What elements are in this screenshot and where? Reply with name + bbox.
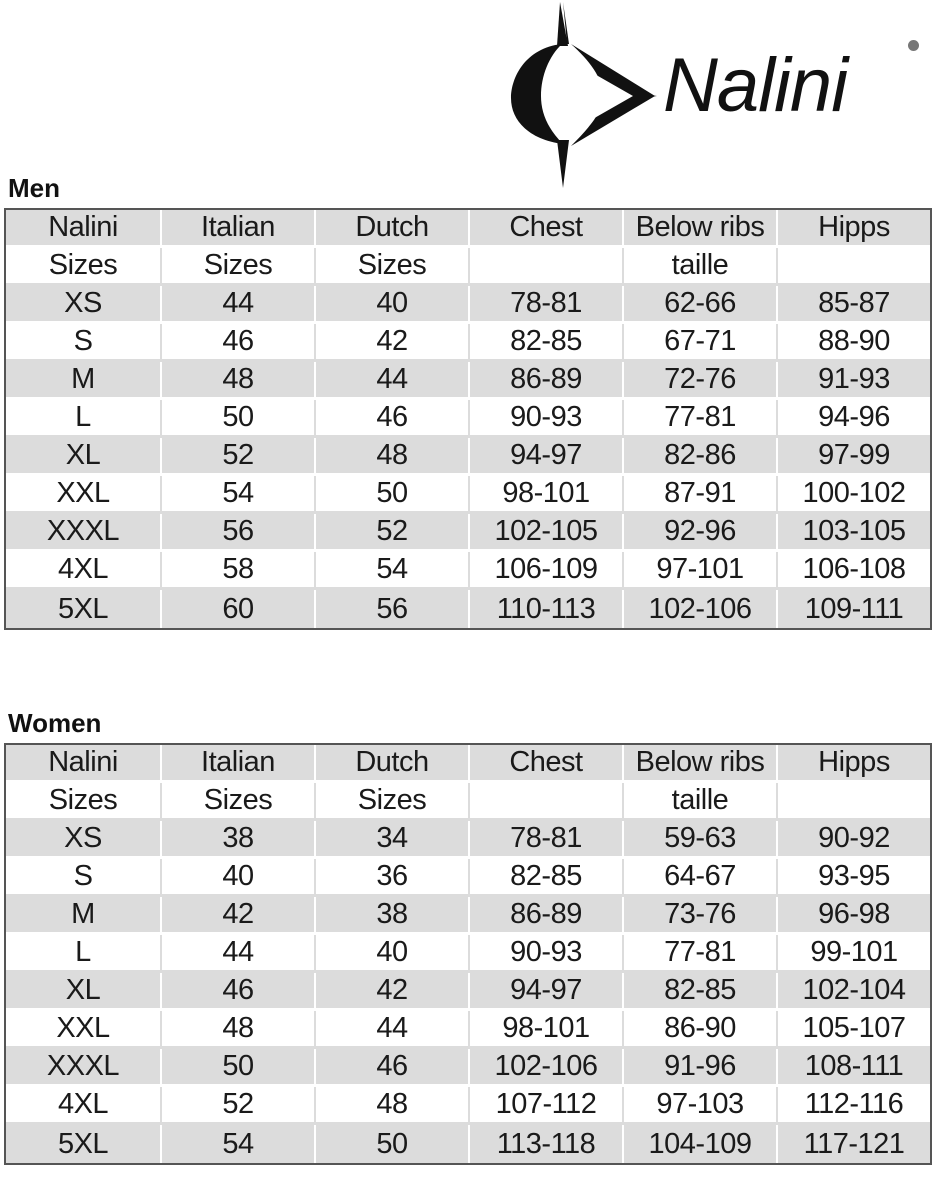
men-size-table [4, 208, 932, 630]
table-cell: XXXL [6, 514, 162, 552]
table-cell: 40 [316, 935, 470, 973]
header-row [6, 210, 930, 248]
table-cell: taille [624, 248, 778, 286]
table-cell: 97-101 [624, 552, 778, 590]
table-cell: 78-81 [470, 821, 624, 859]
table-cell: 77-81 [624, 935, 778, 973]
table-cell: 52 [316, 514, 470, 552]
table-row [6, 552, 930, 590]
table-cell: 86-89 [470, 897, 624, 935]
table-cell: S [6, 859, 162, 897]
table-row [6, 1087, 930, 1125]
table-cell: 34 [316, 821, 470, 859]
table-cell: 50 [316, 1125, 470, 1163]
table-row [6, 514, 930, 552]
table-cell: 102-105 [470, 514, 624, 552]
table-cell: 48 [162, 362, 316, 400]
table-cell: 40 [162, 859, 316, 897]
table-cell: 46 [316, 400, 470, 438]
table-cell: XXL [6, 1011, 162, 1049]
table-cell: 5XL [6, 1125, 162, 1163]
table-cell [778, 248, 930, 286]
table-cell: 110-113 [470, 590, 624, 628]
table-cell: L [6, 935, 162, 973]
table-cell: Dutch [316, 210, 470, 248]
table-cell [470, 248, 624, 286]
table-cell: 50 [162, 400, 316, 438]
table-cell: 117-121 [778, 1125, 930, 1163]
table-cell: Sizes [6, 248, 162, 286]
table-cell: 98-101 [470, 476, 624, 514]
table-cell: 103-105 [778, 514, 930, 552]
table-cell: 44 [316, 1011, 470, 1049]
table-cell: Italian [162, 745, 316, 783]
table-cell: 106-109 [470, 552, 624, 590]
table-cell: 90-93 [470, 935, 624, 973]
table-cell: 113-118 [470, 1125, 624, 1163]
table-cell: Sizes [6, 783, 162, 821]
table-cell: Hipps [778, 745, 930, 783]
table-cell: Chest [470, 210, 624, 248]
table-cell: 73-76 [624, 897, 778, 935]
table-cell: XXL [6, 476, 162, 514]
table-cell: 50 [316, 476, 470, 514]
table-cell: 88-90 [778, 324, 930, 362]
table-row [6, 1049, 930, 1087]
table-cell: Hipps [778, 210, 930, 248]
table-cell: 109-111 [778, 590, 930, 628]
table-cell: 82-86 [624, 438, 778, 476]
table-cell: 77-81 [624, 400, 778, 438]
table-cell: 52 [162, 438, 316, 476]
table-cell: Sizes [316, 248, 470, 286]
table-cell: Dutch [316, 745, 470, 783]
table-cell: 98-101 [470, 1011, 624, 1049]
table-row [6, 400, 930, 438]
table-cell: 112-116 [778, 1087, 930, 1125]
table-row [6, 1125, 930, 1163]
brand-name: Nalini [663, 43, 848, 128]
table-cell: 92-96 [624, 514, 778, 552]
table-cell: 44 [162, 935, 316, 973]
table-cell: 94-96 [778, 400, 930, 438]
table-row [6, 859, 930, 897]
table-cell: 97-103 [624, 1087, 778, 1125]
table-cell: taille [624, 783, 778, 821]
table-row [6, 1011, 930, 1049]
table-cell: 85-87 [778, 286, 930, 324]
table-row [6, 438, 930, 476]
table-cell: M [6, 362, 162, 400]
table-row [6, 821, 930, 859]
table-cell: 102-106 [624, 590, 778, 628]
table-cell: XL [6, 973, 162, 1011]
table-row [6, 476, 930, 514]
table-cell: 94-97 [470, 438, 624, 476]
table-cell: 62-66 [624, 286, 778, 324]
table-cell: 90-93 [470, 400, 624, 438]
table-cell: Below ribs [624, 210, 778, 248]
table-cell: 82-85 [470, 859, 624, 897]
table-cell: 59-63 [624, 821, 778, 859]
table-cell: 87-91 [624, 476, 778, 514]
table-cell: 42 [162, 897, 316, 935]
header-row [6, 745, 930, 783]
table-cell: Nalini [6, 745, 162, 783]
table-row [6, 286, 930, 324]
table-cell: 54 [316, 552, 470, 590]
table-row [6, 973, 930, 1011]
table-cell: 38 [316, 897, 470, 935]
table-cell: 48 [316, 1087, 470, 1125]
table-cell: 86-89 [470, 362, 624, 400]
table-cell: 42 [316, 973, 470, 1011]
table-cell: 102-106 [470, 1049, 624, 1087]
table-cell: 42 [316, 324, 470, 362]
women-size-table [4, 743, 932, 1165]
table-cell: 38 [162, 821, 316, 859]
table-cell: 86-90 [624, 1011, 778, 1049]
table-cell: 108-111 [778, 1049, 930, 1087]
table-cell: 46 [316, 1049, 470, 1087]
table-cell: Sizes [316, 783, 470, 821]
table-cell: 96-98 [778, 897, 930, 935]
table-cell: Chest [470, 745, 624, 783]
table-cell: 4XL [6, 552, 162, 590]
table-cell [778, 783, 930, 821]
table-cell: 105-107 [778, 1011, 930, 1049]
table-cell: 97-99 [778, 438, 930, 476]
table-cell: 91-96 [624, 1049, 778, 1087]
table-cell: S [6, 324, 162, 362]
table-cell: L [6, 400, 162, 438]
table-cell: 5XL [6, 590, 162, 628]
table-cell: 106-108 [778, 552, 930, 590]
table-cell: 56 [162, 514, 316, 552]
women-heading: Women [8, 708, 102, 738]
table-cell: 91-93 [778, 362, 930, 400]
table-row [6, 935, 930, 973]
table-cell: 46 [162, 324, 316, 362]
table-cell: 58 [162, 552, 316, 590]
table-cell: 4XL [6, 1087, 162, 1125]
table-row [6, 590, 930, 628]
registered-mark-icon [908, 40, 919, 51]
table-cell: 93-95 [778, 859, 930, 897]
table-cell [470, 783, 624, 821]
brand-logo [505, 0, 925, 190]
table-cell: 99-101 [778, 935, 930, 973]
table-cell: 82-85 [470, 324, 624, 362]
table-cell: M [6, 897, 162, 935]
table-cell: 56 [316, 590, 470, 628]
table-cell: 72-76 [624, 362, 778, 400]
table-cell: 54 [162, 1125, 316, 1163]
table-cell: XXXL [6, 1049, 162, 1087]
table-cell: 90-92 [778, 821, 930, 859]
table-cell: 50 [162, 1049, 316, 1087]
table-cell: 104-109 [624, 1125, 778, 1163]
table-cell: XL [6, 438, 162, 476]
table-cell: Sizes [162, 783, 316, 821]
table-cell: 46 [162, 973, 316, 1011]
table-cell: 94-97 [470, 973, 624, 1011]
table-cell: 54 [162, 476, 316, 514]
table-cell: 52 [162, 1087, 316, 1125]
table-cell: 60 [162, 590, 316, 628]
table-cell: 48 [162, 1011, 316, 1049]
header-row-sub [6, 248, 930, 286]
table-cell: 44 [162, 286, 316, 324]
table-cell: 107-112 [470, 1087, 624, 1125]
men-heading: Men [8, 173, 60, 203]
table-cell: 102-104 [778, 973, 930, 1011]
table-cell: XS [6, 286, 162, 324]
table-row [6, 324, 930, 362]
table-cell: Below ribs [624, 745, 778, 783]
header-row-sub [6, 783, 930, 821]
table-cell: 36 [316, 859, 470, 897]
table-cell: 64-67 [624, 859, 778, 897]
table-cell: 40 [316, 286, 470, 324]
table-cell: 100-102 [778, 476, 930, 514]
table-cell: Italian [162, 210, 316, 248]
table-cell: 82-85 [624, 973, 778, 1011]
table-row [6, 362, 930, 400]
table-cell: XS [6, 821, 162, 859]
table-cell: 78-81 [470, 286, 624, 324]
table-cell: Sizes [162, 248, 316, 286]
table-cell: 67-71 [624, 324, 778, 362]
table-cell: 44 [316, 362, 470, 400]
table-cell: 48 [316, 438, 470, 476]
table-cell: Nalini [6, 210, 162, 248]
table-row [6, 897, 930, 935]
